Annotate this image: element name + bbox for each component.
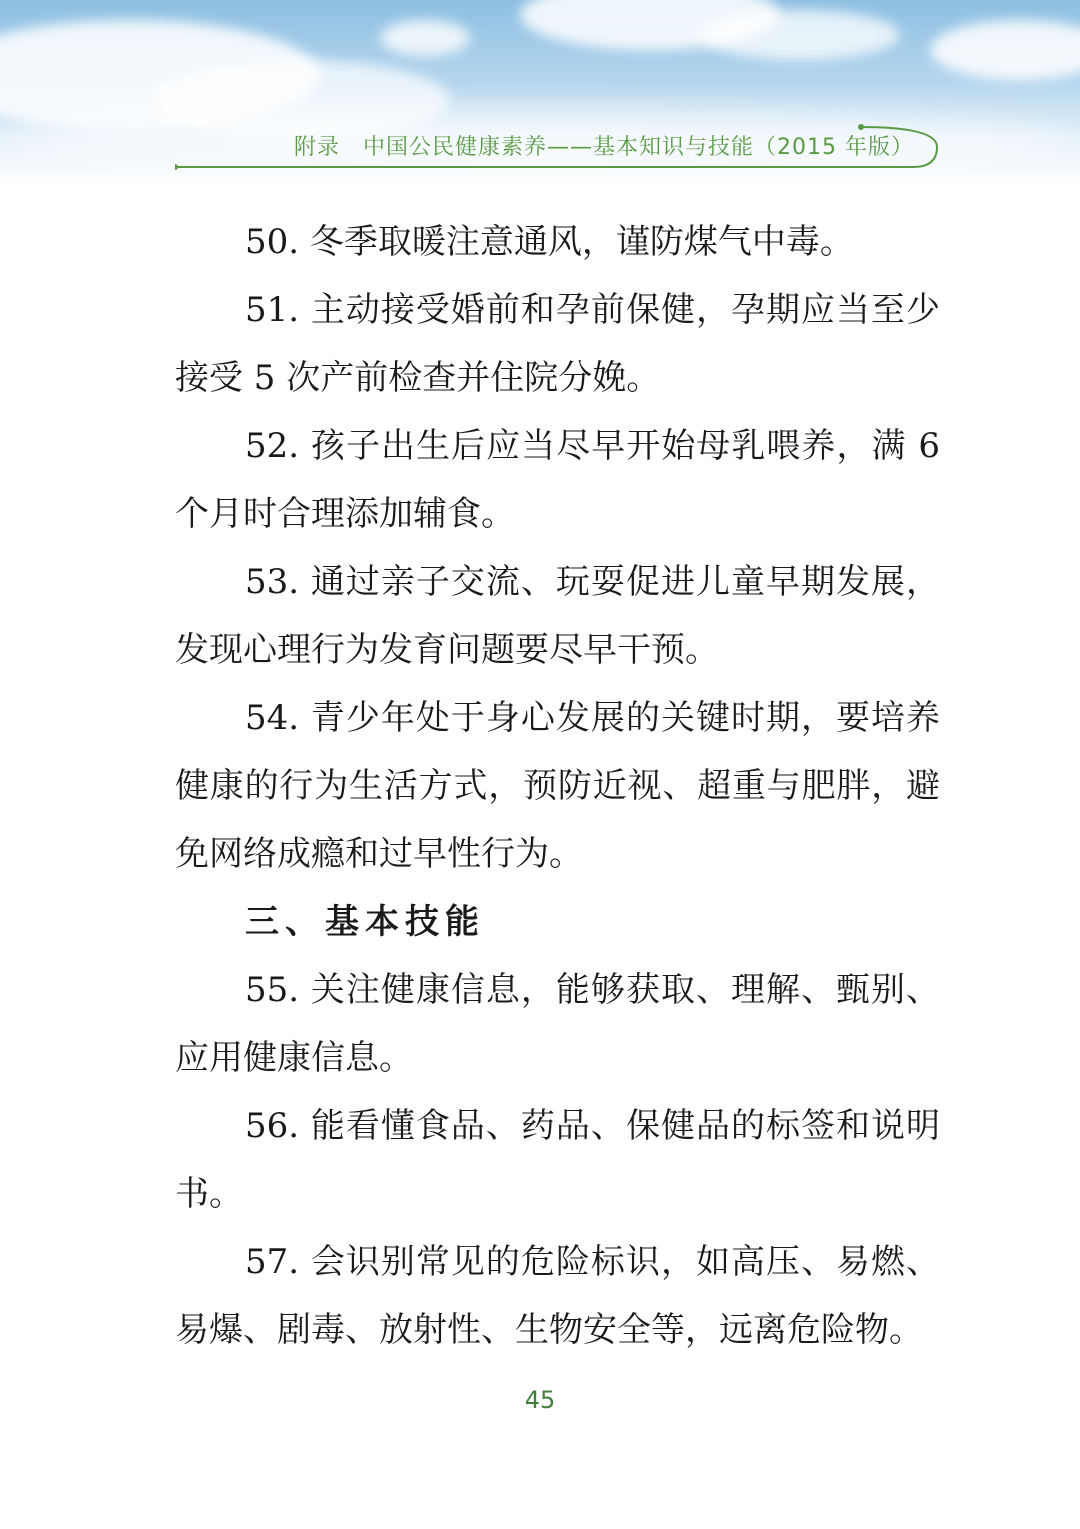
list-item: 50. 冬季取暖注意通风，谨防煤气中毒。 — [245, 222, 854, 262]
page-body — [175, 208, 940, 1364]
cloud — [380, 20, 470, 56]
section-title: 三、基本技能 — [245, 902, 485, 942]
list-item: 56. 能看懂食品、药品、保健品的标签和说明书。 — [175, 1106, 940, 1214]
list-item: 57. 会识别常见的危险标识，如高压、易燃、易爆、剧毒、放射性、生物安全等，远离危险物。 — [175, 1242, 940, 1350]
list-item: 52. 孩子出生后应当尽早开始母乳喂养，满 6 个月时合理添加辅食。 — [175, 426, 940, 534]
cloud — [930, 20, 1080, 80]
running-header — [175, 124, 940, 170]
running-title: 附录 中国公民健康素养——基本知识与技能（2015 年版） — [294, 135, 914, 160]
list-item: 54. 青少年处于身心发展的关键时期，要培养健康的行为生活方式，预防近视、超重与肥胖，避免网络成瘾和过早性行为。 — [175, 698, 940, 874]
list-item: 55. 关注健康信息，能够获取、理解、甄别、应用健康信息。 — [175, 970, 940, 1078]
list-item: 53. 通过亲子交流、玩耍促进儿童早期发展，发现心理行为发育问题要尽早干预。 — [175, 562, 940, 670]
page-number: 45 — [524, 1386, 556, 1414]
cloud — [700, 10, 900, 60]
list-item: 51. 主动接受婚前和孕前保健，孕期应当至少接受 5 次产前检查并住院分娩。 — [175, 290, 940, 398]
